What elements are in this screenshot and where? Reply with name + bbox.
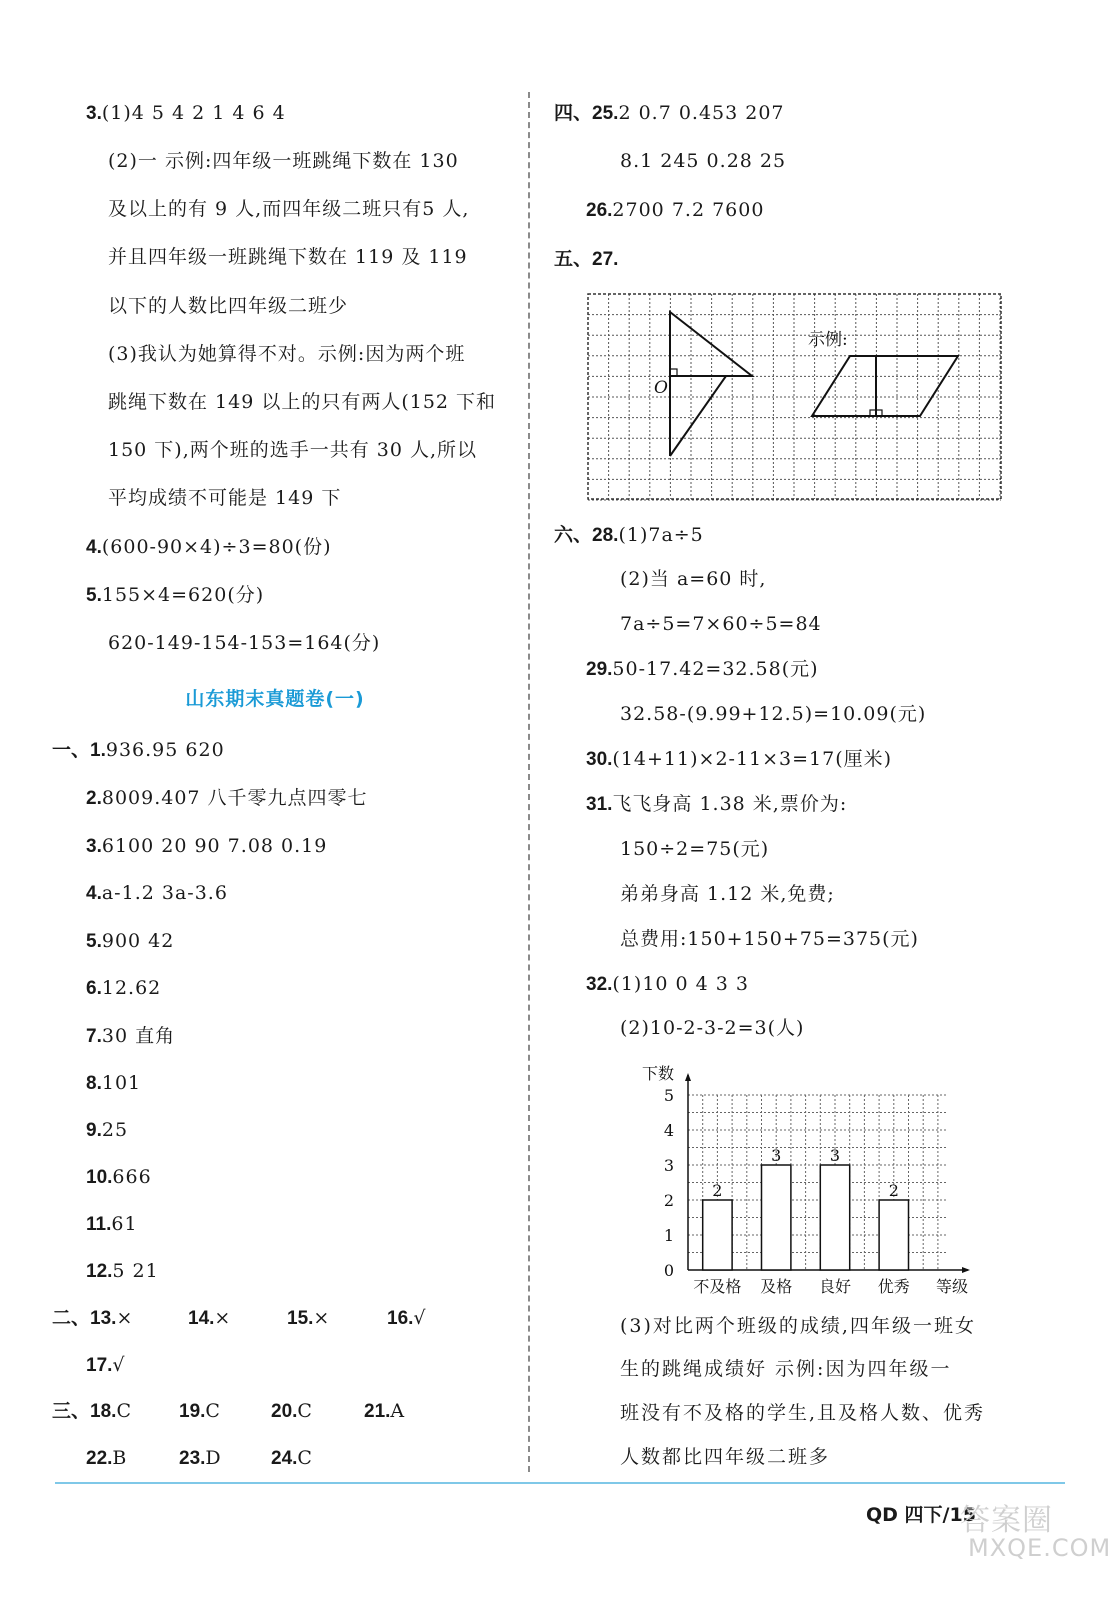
s2-item-15: 15.× [287, 1307, 331, 1329]
q27-header: 五、27. [554, 248, 619, 270]
s3-item-18: 三、18.C [52, 1400, 132, 1422]
watermark-logo: 答案圈 [960, 1503, 1053, 1538]
page-code: QD 四下/15 [866, 1504, 976, 1526]
q3-line3: 及以上的有 9 人,而四年级二班只有5 人, [108, 198, 470, 220]
category-label: 优秀 [877, 1277, 910, 1296]
q26-line: 26.2700 7.2 7600 [586, 199, 765, 221]
q28-line1: 六、28.(1)7a÷5 [554, 524, 704, 546]
category-label: 良好 [818, 1277, 852, 1296]
s3-item-23: 23.D [179, 1447, 222, 1469]
s1-item-12: 12.5 21 [86, 1260, 159, 1282]
bar-value-label: 2 [888, 1181, 899, 1200]
q32-line4: 生的跳绳成绩好 示例:因为四年级一 [620, 1358, 952, 1380]
s1-item-6: 6.12.62 [86, 977, 162, 999]
y-tick-label: 1 [663, 1226, 674, 1245]
q32-line1: 32.(1)10 0 4 3 3 [586, 973, 750, 995]
q29-line2: 32.58-(9.99+12.5)=10.09(元) [620, 703, 927, 725]
q32-line5: 班没有不及格的学生,且及格人数、优秀 [620, 1402, 986, 1424]
s1-item-8: 8.101 [86, 1072, 142, 1094]
y-axis-label: 下数 [642, 1064, 675, 1083]
bar-chart [630, 1058, 980, 1298]
q31-line1: 31.飞飞身高 1.38 米,票价为: [586, 793, 848, 815]
q28-line3: 7a÷5=7×60÷5=84 [620, 613, 822, 635]
category-label: 及格 [760, 1277, 793, 1296]
s1-item-2: 2.8009.407 八千零九点四零七 [86, 787, 368, 809]
q3-line1: 3.(1)4 5 4 2 1 4 6 4 [86, 102, 286, 124]
column-divider [528, 92, 530, 1472]
bar-value-label: 3 [829, 1146, 841, 1165]
s1-item-1: 一、1.936.95 620 [52, 739, 225, 761]
s3-item-21: 21.A [364, 1400, 406, 1422]
bar-value-label: 3 [771, 1146, 782, 1165]
q31-line2: 150÷2=75(元) [620, 838, 770, 860]
q31-line4: 总费用:150+150+75=375(元) [620, 928, 919, 950]
q25-line1: 四、25.2 0.7 0.453 207 [554, 102, 785, 124]
s2-item-14: 14.× [188, 1307, 232, 1329]
bar [703, 1200, 732, 1270]
category-label: 不及格 [693, 1277, 742, 1296]
bar [762, 1165, 791, 1270]
q29-line1: 29.50-17.42=32.58(元) [586, 658, 819, 680]
q3-line6: (3)我认为她算得不对。示例:因为两个班 [108, 343, 466, 365]
q3-line4: 并且四年级一班跳绳下数在 119 及 119 [108, 246, 468, 268]
s1-item-4: 4.a-1.2 3a-3.6 [86, 882, 228, 904]
q3-line7: 跳绳下数在 149 以上的只有两人(152 下和 [108, 391, 497, 413]
q3-line9: 平均成绩不可能是 149 下 [108, 487, 342, 509]
ray-down [670, 376, 726, 456]
s3-item-22: 22.B [86, 1447, 128, 1469]
y-tick-label: 5 [663, 1086, 674, 1105]
s1-item-11: 11.61 [86, 1213, 138, 1235]
y-tick-label: 4 [663, 1121, 674, 1140]
q4-line: 4.(600-90×4)÷3=80(份) [86, 536, 332, 558]
exam-title: 山东期末真题卷(一) [185, 688, 365, 710]
q5-line: 5.155×4=620(分) [86, 584, 265, 606]
q3-line8: 150 下),两个班的选手一共有 30 人,所以 [108, 439, 478, 461]
s2-item-16: 16.√ [387, 1307, 427, 1329]
triangle-figure [670, 312, 752, 376]
grid-lines [588, 294, 1001, 500]
footer-rule [55, 1482, 1065, 1484]
q3-line2: (2)一 示例:四年级一班跳绳下数在 130 [108, 150, 459, 172]
q32-line6: 人数都比四年级二班多 [620, 1446, 831, 1468]
s1-item-5: 5.900 42 [86, 930, 175, 952]
y-axis-arrow [685, 1073, 691, 1081]
watermark-url: MXQE.COM [968, 1534, 1112, 1562]
q31-line3: 弟弟身高 1.12 米,免费; [620, 883, 835, 905]
q3-line5: 以下的人数比四年级二班少 [108, 295, 349, 317]
right-angle-mark [670, 369, 677, 376]
q28-line2: (2)当 a=60 时, [620, 568, 767, 590]
s3-item-19: 19.C [179, 1400, 221, 1422]
point-o-label: O [654, 378, 668, 398]
y-tick-label: 0 [663, 1261, 674, 1280]
example-label: 示例: [808, 330, 848, 350]
s3-item-20: 20.C [271, 1400, 313, 1422]
geometry-grid-figure [586, 292, 1004, 502]
q30-line1: 30.(14+11)×2-11×3=17(厘米) [586, 748, 893, 770]
y-tick-label: 3 [663, 1156, 674, 1175]
x-axis-arrow [962, 1267, 970, 1273]
s1-item-10: 10.666 [86, 1166, 152, 1188]
q25-line2: 8.1 245 0.28 25 [620, 150, 787, 172]
y-tick-label: 2 [663, 1191, 674, 1210]
s2-item-17: 17.√ [86, 1354, 126, 1376]
q32-line2: (2)10-2-3-2=3(人) [620, 1017, 805, 1039]
s1-item-9: 9.25 [86, 1119, 129, 1141]
s3-item-24: 24.C [271, 1447, 313, 1469]
s1-item-3: 3.6100 20 90 7.08 0.19 [86, 835, 328, 857]
q5-line2: 620-149-154-153=164(分) [108, 632, 381, 654]
bar-value-label: 2 [712, 1181, 723, 1200]
bar [879, 1200, 908, 1270]
chart-labels [642, 1064, 968, 1296]
bar [820, 1165, 849, 1270]
q32-line3: (3)对比两个班级的成绩,四年级一班女 [620, 1315, 976, 1337]
parallelogram [812, 356, 958, 416]
x-axis-label: 等级 [936, 1277, 969, 1296]
s2-item-13: 二、13.× [52, 1307, 134, 1329]
s1-item-7: 7.30 直角 [86, 1025, 176, 1047]
